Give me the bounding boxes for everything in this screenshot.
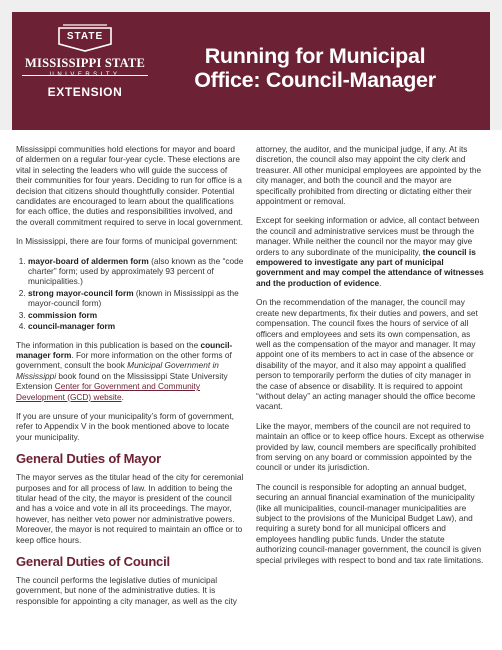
logo-extension-word: EXTENSION	[47, 85, 123, 99]
list-item	[28, 256, 244, 287]
mayor-paragraph: The mayor serves as the titular head of the city for ceremonial purposes and for all process of law. In addition to being the titular head of the city, the mayor is president of the council and has a voice and vote in all its proceedings. The mayor, however, has neither veto power nor administrative powers. Moreover, the mayor is not required to maintain an office or to keep office hours.	[16, 472, 244, 545]
left-column	[16, 144, 244, 615]
info-text: The information in this publication is based on the	[16, 339, 201, 350]
appointments-paragraph: attorney, the auditor, and the municipal judge, if any. At its discretion, the council also may appoint the city clerk and treasurer. All other municipal employees are appointed by the city manager, and both the council and the mayor are specifically prohibited from directing or dictating either their appointment or removal.	[256, 144, 482, 207]
heading-council: General Duties of Council	[16, 554, 170, 569]
form-name: strong mayor-council form	[28, 287, 134, 298]
info-bold: council-manager form	[16, 339, 233, 360]
info-text: . For more information on the other forms of government, consult the book	[16, 349, 232, 371]
intro-paragraph: Mississippi communities hold elections for mayor and board of aldermen on a regular four-year cycle. These elections are vital in selecting the leaders who will guide the success of their communities for four years. Deciding to run for office is a decision that citizens should thoughtfully consider. Potential candidates are encouraged to learn about the qualifications for each office, the duties and responsibilities involved, and the overall commitment required to serve in local government.	[16, 144, 243, 227]
form-name: council-manager form	[28, 321, 116, 332]
msu-extension-logo[interactable]	[22, 22, 148, 99]
page-title-line2: Office: Council-Manager	[194, 68, 436, 92]
list-item	[28, 310, 244, 320]
forms-intro: In Mississippi, there are four forms of municipal government:	[16, 236, 238, 247]
gcd-website-link[interactable]: Center for Government and Community Development (GCD) website	[16, 381, 201, 402]
form-note: (also known as the “code charter” form; used by approximately 93 percent of municipalities.)	[28, 255, 244, 287]
budget-paragraph: The council is responsible for adopting an annual budget, securing an annual financial examination of the municipality (like all municipalities, council-manager municipalities are subject to the provisions of the Municipal Budget Law), and requiring a surety bond for all municipal officers and employees handling public funds. Under the statute authorizing council-manager government, the council is given special privileges with respect to bond and tax rate limitations.	[256, 481, 484, 565]
form-name: commission form	[28, 309, 98, 320]
book-title: Municipal Government in Mississippi	[16, 360, 219, 381]
forms-list	[16, 256, 244, 332]
info-text: book found on the Mississippi State University Extension	[16, 370, 228, 392]
info-paragraph	[16, 340, 244, 402]
info-text: .	[121, 391, 124, 402]
page-title	[160, 44, 470, 92]
council-paragraph: The council performs the legislative duties of municipal government, but none of the administrative duties. It is responsible for appointing a city manager, as well as the city	[16, 575, 237, 606]
departments-paragraph: On the recommendation of the manager, the council may create new departments, fix their duties and powers, and set compensation. The council fixes the hours of service of all officers and employees and sets its own compensation, as well as the compensation of the mayor and manager. It may appoint one of its members to act in case of the absence or disability of the mayor, and it also may appoint a qualified person to temporarily perform the duties of city manager in the case of absence or disability. It is required to appoint “without delay” an acting manager should the office become vacant.	[256, 297, 478, 412]
page-title-line1: Running for Municipal	[204, 44, 426, 68]
contact-bold: the council is empowered to investigate any part of municipal government and may compel the attendance of witnesses and the production of evidence	[256, 246, 484, 288]
list-item	[28, 321, 244, 331]
logo-university-name: MISSISSIPPI STATE	[25, 56, 145, 70]
list-item	[28, 288, 244, 309]
logo-divider	[22, 75, 148, 76]
contact-paragraph	[256, 215, 484, 288]
form-note: (known in Mississippi as the mayor-council form)	[28, 287, 239, 309]
contact-text: Except for seeking information or advice, all contact between the council and administrative services must be through the manager. While neither the council nor the mayor may give orders to any subordinate of the municipality,	[256, 215, 480, 257]
form-name: mayor-board of aldermen form	[28, 255, 149, 266]
unsure-paragraph: If you are unsure of your municipality’s form of government, refer to Appendix V in the book mentioned above to locate your municipality.	[16, 410, 234, 442]
logo-state-word: STATE	[66, 31, 104, 42]
right-column	[256, 144, 484, 574]
contact-text: .	[379, 277, 382, 288]
office-hours-paragraph: Like the mayor, members of the council are not required to maintain an office or to keep office hours. Except as otherwise provided by law, council members are specifically prohibited from serving on any board or commission appointed by the council or under its jurisdiction.	[256, 420, 484, 473]
state-seal	[22, 22, 148, 52]
heading-mayor: General Duties of Mayor	[16, 451, 161, 467]
